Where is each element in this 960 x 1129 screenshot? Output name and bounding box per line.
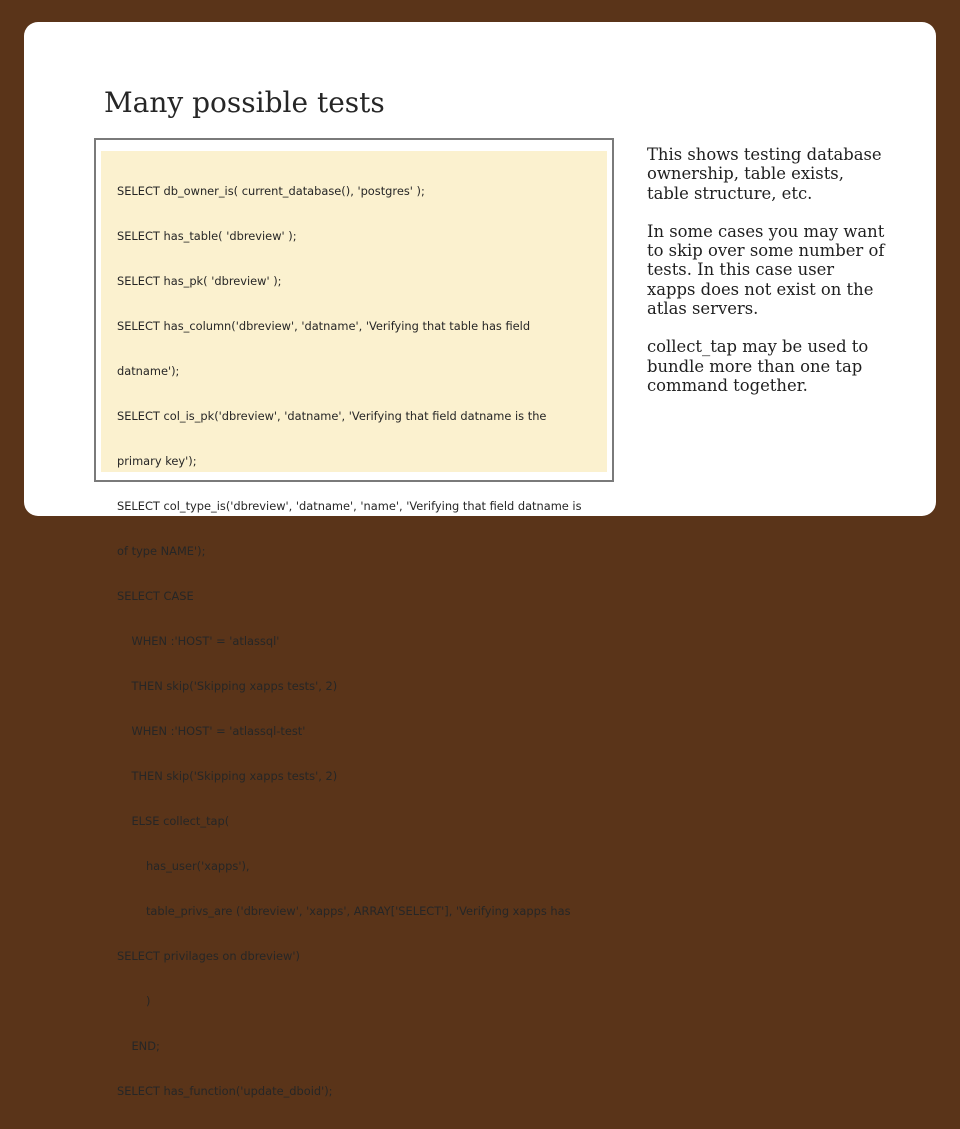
code-text: [117, 154, 601, 1129]
note-paragraph: This shows testing database ownership, table exists, table structure, etc.: [647, 145, 882, 203]
code-line: SELECT col_type_is('dbreview', 'datname', 'name', 'Verifying that field datname is: [117, 499, 582, 513]
code-frame: [94, 138, 614, 1098]
notes-column: [647, 145, 887, 414]
code-line: SELECT has_table( 'dbreview' );: [117, 229, 297, 243]
slide-title: Many possible tests: [104, 86, 385, 119]
code-line: END;: [117, 1039, 160, 1053]
code-line: primary key');: [117, 454, 197, 468]
code-line: has_user('xapps'),: [117, 859, 250, 873]
code-line: SELECT has_column('dbreview', 'datname', 'Verifying that table has field: [117, 319, 531, 333]
code-line: of type NAME');: [117, 544, 206, 558]
code-line: table_privs_are ('dbreview', 'xapps', ARRAY['SELECT'], 'Verifying xapps has: [117, 904, 571, 918]
code-line: SELECT privilages on dbreview'): [117, 949, 300, 963]
code-line: WHEN :'HOST' = 'atlassql-test': [117, 724, 306, 738]
note-paragraph: In some cases you may want to skip over some number of tests. In this case user xapps does not exist on the atlas servers.: [647, 221, 885, 319]
code-block: [101, 151, 607, 1098]
code-line: ELSE collect_tap(: [117, 814, 230, 828]
code-line: SELECT db_owner_is( current_database(), 'postgres' );: [117, 184, 425, 198]
code-line: SELECT CASE: [117, 589, 194, 603]
note-paragraph: collect_tap may be used to bundle more than one tap command together.: [647, 337, 869, 395]
code-line: SELECT has_pk( 'dbreview' );: [117, 274, 282, 288]
code-line: datname');: [117, 364, 180, 378]
slide: [24, 22, 936, 1098]
code-line: SELECT col_is_pk('dbreview', 'datname', 'Verifying that field datname is the: [117, 409, 547, 423]
code-line: WHEN :'HOST' = 'atlassql': [117, 634, 280, 648]
code-line: ): [117, 994, 151, 1008]
code-line: THEN skip('Skipping xapps tests', 2): [117, 679, 338, 693]
code-line: THEN skip('Skipping xapps tests', 2): [117, 769, 338, 783]
code-line: SELECT has_function('update_dboid');: [117, 1084, 333, 1098]
